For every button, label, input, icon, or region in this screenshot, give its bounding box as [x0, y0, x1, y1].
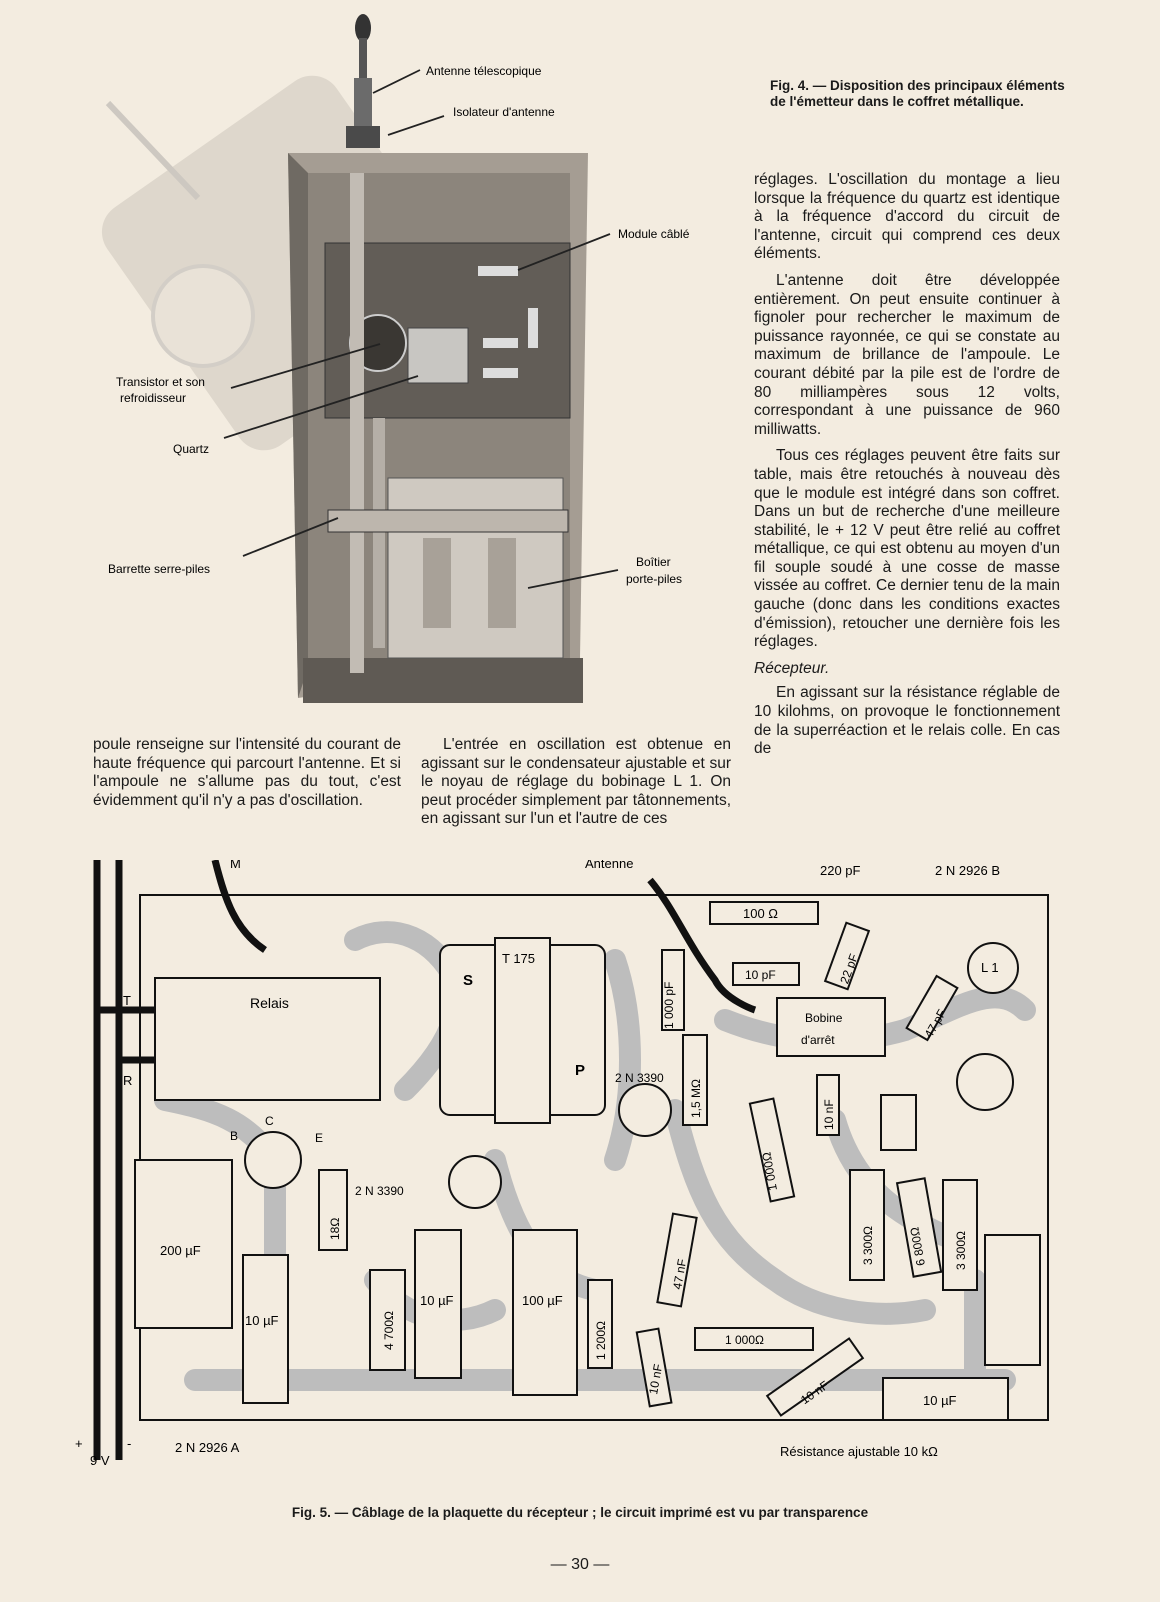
label-module: Module câblé	[618, 227, 690, 241]
text-column-2	[421, 736, 731, 837]
transformer-s: S	[463, 972, 474, 989]
label-10pf: 10 pF	[745, 968, 776, 982]
label-1000pf: 1 000 pF	[662, 981, 676, 1029]
label-10nf-a: 10 nF	[822, 1099, 836, 1130]
label-b: B	[230, 1129, 239, 1143]
label-boitier-1: Boîtier	[636, 555, 671, 569]
relais-label: Relais	[250, 995, 289, 1011]
transformer-p: P	[575, 1062, 586, 1079]
label-10uf-c: 10 µF	[923, 1393, 957, 1408]
label-47nf: 47 nF	[670, 1257, 690, 1291]
text-column-1	[93, 736, 401, 818]
label-100ohm: 100 Ω	[743, 906, 779, 921]
label-2n2926b: 2 N 2926 B	[935, 863, 1001, 878]
label-quartz: Quartz	[173, 442, 210, 456]
label-transistor-2: refroidisseur	[120, 391, 187, 405]
section-heading: Récepteur.	[754, 659, 830, 677]
label-t: T	[123, 993, 131, 1008]
label-2n3390-b: 2 N 3390	[355, 1184, 404, 1198]
label-10uf-b: 10 µF	[420, 1293, 454, 1308]
page-number: — 30 —	[550, 1556, 610, 1573]
label-antenne: Antenne	[585, 860, 634, 871]
label-isolateur: Isolateur d'antenne	[453, 105, 555, 119]
label-boitier-2: porte-piles	[626, 572, 683, 586]
text-column-3	[754, 171, 1060, 767]
label-18ohm: 18Ω	[328, 1217, 342, 1240]
label-r: R	[123, 1073, 133, 1088]
metal-box	[288, 153, 588, 703]
paragraph: réglages. L'oscillation du montage a lieu lorsque la fréquence du quartz est identique à la fréquence d'accord du circuit de l'antenne, circuit qui comprend ces deux éléments.	[754, 171, 1060, 263]
label-100uf: 100 µF	[522, 1293, 563, 1308]
transformer-label: T 175	[502, 951, 536, 966]
figure-4-caption: Fig. 4. — Disposition des principaux éléments de l'émetteur dans le coffret métallique.	[770, 78, 1065, 109]
label-22pf: 22 pF	[837, 951, 861, 986]
label-e: E	[315, 1131, 324, 1145]
label-minus: -	[127, 1436, 132, 1451]
label-bobine-2: d'arrêt	[801, 1033, 835, 1047]
label-2n2926a: 2 N 2926 A	[175, 1440, 240, 1455]
paragraph: Tous ces réglages peuvent être faits sur table, mais être retouchés à nouveau dès que le module est intégré dans son coffret. Dans un but de recherche d'une meilleure stabilité, le + 12 V peut être relié au coffret métallique, ce qui est obtenu au moyen d'un fil souple soudé à une cosse de masse vissée au coffret. Ce dernier tenu de la main gauche (donc dans les conditions exactes d'émission), retoucher une dernière fois les réglages.	[754, 447, 1060, 651]
label-barrette: Barrette serre-piles	[108, 562, 211, 576]
label-3300ohm-b: 3 300Ω	[954, 1231, 968, 1270]
label-4700ohm: 4 700Ω	[382, 1311, 396, 1350]
label-2n3390-a: 2 N 3390	[615, 1071, 664, 1085]
label-bobine-1: Bobine	[805, 1011, 843, 1025]
label-220pf: 220 pF	[820, 863, 861, 878]
label-1000ohm-b: 1 000Ω	[725, 1333, 764, 1347]
paragraph: poule renseigne sur l'intensité du courant de haute fréquence qui parcourt l'antenne. Et si l'ampoule ne s'allume pas du tout, c'est évidemment qu'il n'y a pas d'oscillation.	[93, 736, 401, 809]
paragraph: L'entrée en oscillation est obtenue en agissant sur le condensateur ajustable et sur le noyau de réglage du bobinage L 1. On peut procéder simplement par tâtonnements, en agissant sur l'un et l'autre de ces	[421, 736, 731, 828]
label-200uf: 200 µF	[160, 1243, 201, 1258]
figure-5-caption: Fig. 5. — Câblage de la plaquette du récepteur ; le circuit imprimé est vu par transparence	[291, 1505, 869, 1520]
label-transistor-1: Transistor et son	[116, 375, 205, 389]
label-1200ohm: 1 200Ω	[594, 1321, 608, 1360]
label-antenne: Antenne télescopique	[426, 64, 542, 78]
label-m: M	[230, 860, 241, 871]
figure-5-receiver-wiring	[75, 860, 1075, 1495]
paragraph: En agissant sur la résistance réglable de 10 kilohms, on provoque le fonctionnement de la superréaction et le relais colle. En cas de	[754, 684, 1060, 758]
label-10nf-c: 10 nF	[798, 1378, 832, 1408]
paragraph: L'antenne doit être développée entièrement. On peut ensuite continuer à fignoler pour rechercher le maximum de puissance rayonnée, ce qui se constate au maximum de brillance de l'ampoule. Le courant débité par la pile est de l'ordre de 80 milliampères sous 12 volts, correspondant à une puissance de 960 milliwatts.	[754, 271, 1060, 438]
label-6800ohm: 6 800Ω	[907, 1226, 928, 1267]
label-c: C	[265, 1114, 274, 1128]
label-3300ohm-a: 3 300Ω	[861, 1226, 875, 1265]
label-9v: 9 V	[90, 1453, 110, 1468]
label-plus: +	[75, 1436, 83, 1451]
label-10uf-a: 10 µF	[245, 1313, 279, 1328]
figure-4-transmitter-photo	[88, 8, 718, 723]
label-l1: L 1	[981, 960, 999, 975]
label-1000ohm-a: 1 000Ω	[759, 1151, 780, 1192]
label-47pf: 47 pF	[921, 1006, 949, 1041]
label-resistance: Résistance ajustable 10 kΩ	[780, 1444, 938, 1459]
label-1-5mohm: 1,5 MΩ	[689, 1079, 703, 1118]
antenna	[346, 14, 380, 148]
label-10nf-b: 10 nF	[646, 1362, 666, 1396]
